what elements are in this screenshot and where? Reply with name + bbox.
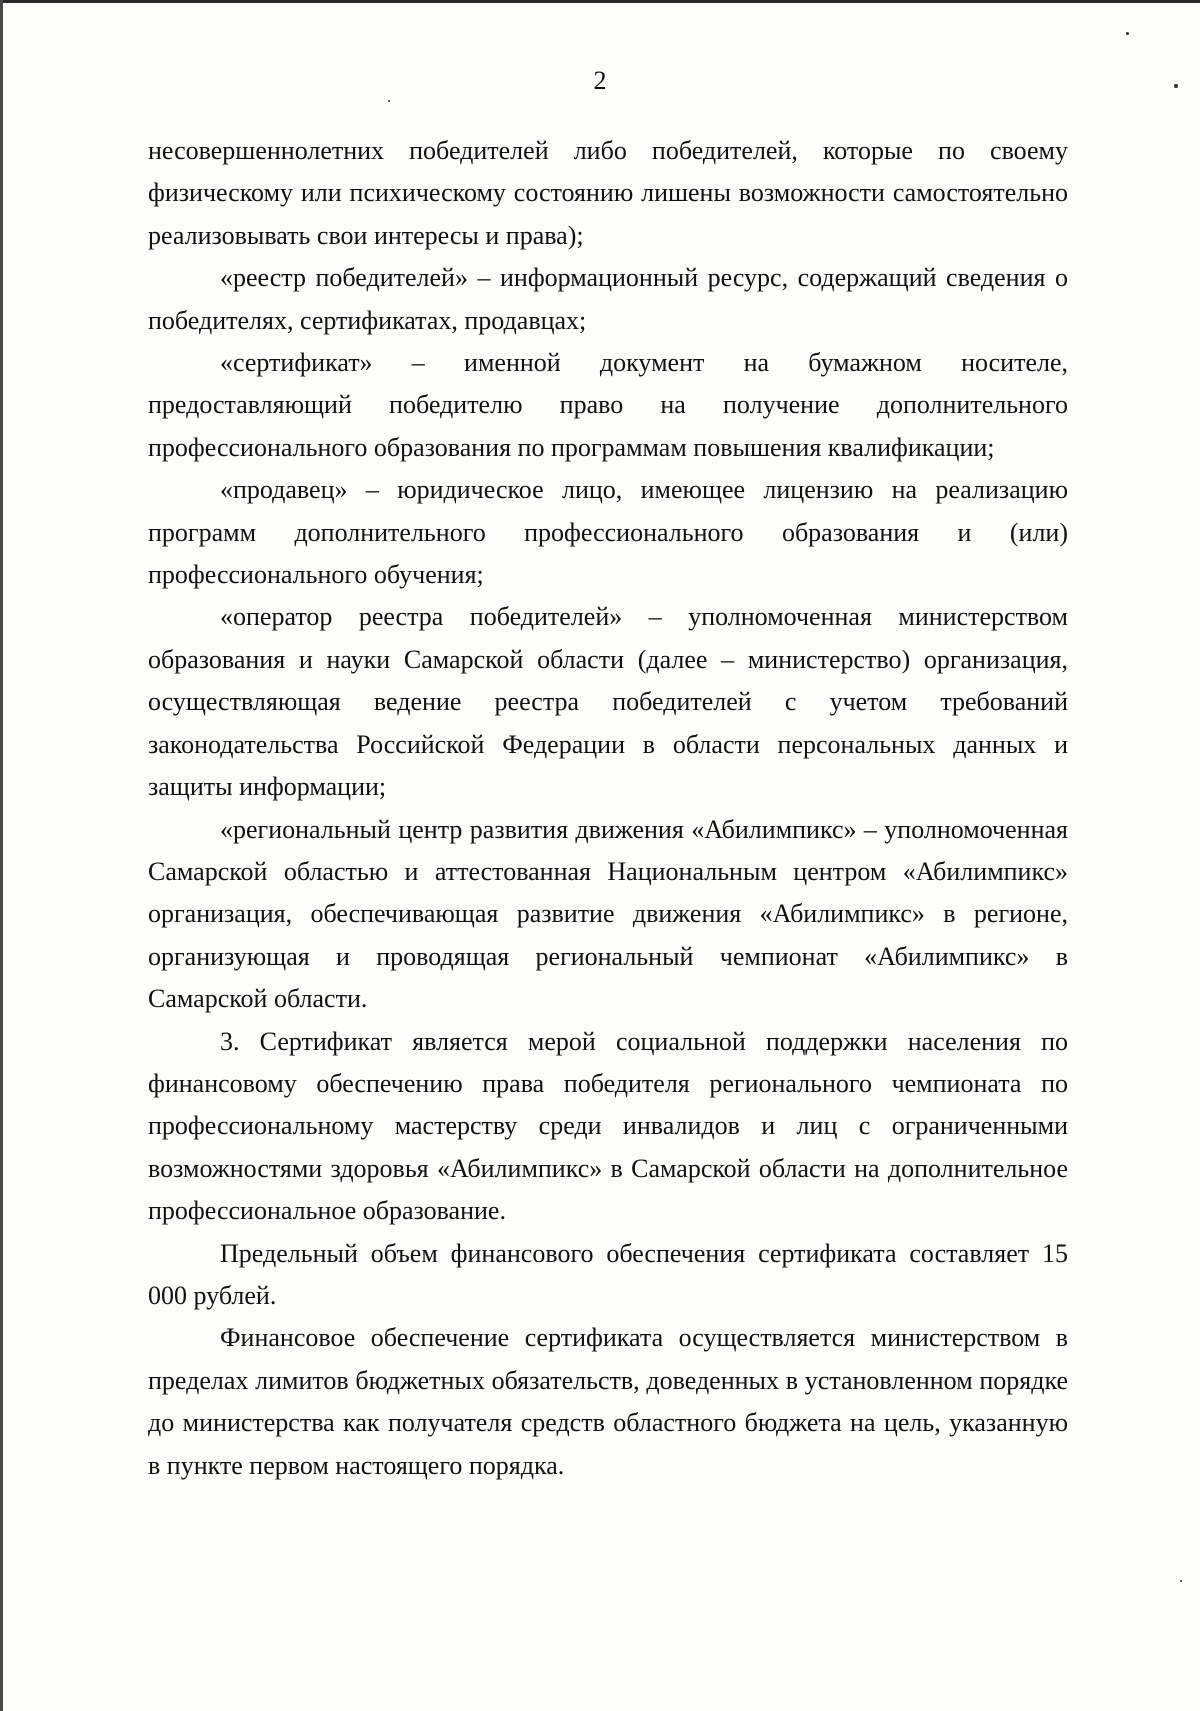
paragraph-operator-definition: «оператор реестра победителей» – уполномоченная министерством образования и науки Самарской области (далее – министерство) организация, осуществляющая ведение реестра победителей с учетом требований законодательства Российской Федерации в области персональных данных и защиты информации; [148,602,1068,802]
scan-speck [1180,1580,1182,1582]
paragraph-center-definition: «региональный центр развития движения «Абилимпикс» – уполномоченная Самарской областью и аттестованная Национальным центром «Абилимпикс» организация, обеспечивающая развитие движения «Абилимпикс» в регионе, организующая и проводящая региональный чемпионат «Абилимпикс» в Самарской области. [148,814,1068,1014]
scan-speck [388,100,390,102]
paragraph-seller-definition: «продавец» – юридическое лицо, имеющее лицензию на реализацию программ дополнительного профессионального образования и (или) профессионального обучения; [148,475,1068,590]
document-body [148,130,1068,1487]
scan-speck [1174,84,1178,88]
page-number: 2 [593,66,607,95]
paragraph-limit-amount: Предельный объем финансового обеспечения сертификата составляет 15 000 рублей. [148,1238,1068,1310]
paragraph-registry-definition: «реестр победителей» – информационный ресурс, содержащий сведения о победителях, сертификатах, продавцах; [148,263,1068,335]
paragraph-financing: Финансовое обеспечение сертификата осуществляется министерством в пределах лимитов бюджетных обязательств, доведенных в установленном порядке до министерства как получателя средств областного бюджета на цель, указанную в пункте первом настоящего порядка. [148,1323,1068,1480]
scan-speck [1126,32,1129,35]
scan-top-edge [0,0,1200,3]
paragraph-item-3: 3. Сертификат является мерой социальной поддержки населения по финансовому обеспечению права победителя регионального чемпионата по профессиональному мастерству среди инвалидов и лиц с ограниченными возможностями здоровья «Абилимпикс» в Самарской области на дополнительное профессиональное образование. [148,1026,1068,1226]
paragraph-certificate-definition: «сертификат» – именной документ на бумажном носителе, предоставляющий победителю право на получение дополнительного профессионального образования по программам повышения квалификации; [148,348,1068,462]
paragraph-continuation: несовершеннолетних победителей либо победителей, которые по своему физическому или психическому состоянию лишены возможности самостоятельно реализовывать свои интересы и права); [148,136,1068,250]
scan-left-edge [0,0,3,1711]
